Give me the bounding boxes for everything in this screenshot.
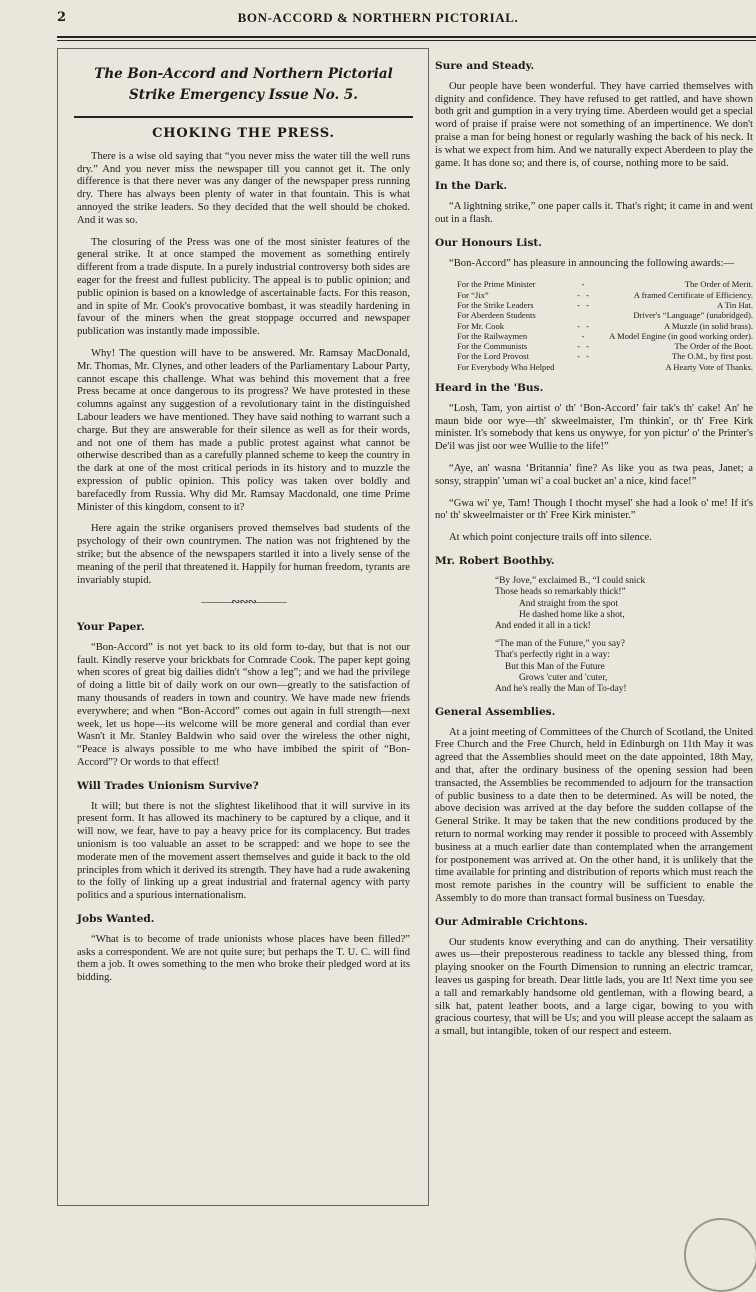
table-row [435, 351, 753, 361]
award-name: Driver's “Language” (unabridged). [633, 310, 753, 321]
section-text: “Bon-Accord” is not yet back to its old form to-day, but that is not our fault. Kindly reserve your brickbats for Comrade Cook. The paper kept going when scores of great big dailies didn't “show a leg”; and we had the privilege of doing a little bit of daily work on our own—greatly to the satisfaction of many thousands of readers in town and country. We have made new friends everywhere; and when “Bon-Accord” comes out again in full strength—next week, let us hope—its welcome will be more general and cordial than ever Wasn't it Mr. Stanley Baldwin who said over the wireless the other night, “Peace is always possible to me who have imbibed the spirit of “Bon-Accord”? Or words to that effect! [77, 641, 410, 769]
poem-line: And ended it all in a tick! [495, 621, 591, 632]
section-heading: Our Admirable Crichtons. [435, 915, 588, 928]
award-dash [569, 310, 599, 320]
limerick-poem [495, 576, 753, 696]
article-paragraph: The closuring of the Press was one of the most sinister features of the general strike. It at once stamped the movement as something entirely different from a trade dispute. In a purely industrial controversy both sides are eager for the freest and fullest publicity. The appeal is to public opinion; and public opinion is based on a knowledge of ascertainable facts. For this reason, and in spite of Mr. Cook's provocative bombast, it was steadily hardening in favour of the miners when the great stoppage occurred and newspaper publication was instantly made impossible. [77, 236, 410, 338]
table-row [435, 362, 753, 372]
section-text: “What is to become of trade unionists whose places have been filled?” asks a correspondent. We are not quite sure; but perhaps the T. U. C. will find them a job. It owes something to the men who broke their pledged word at its bidding. [77, 933, 410, 984]
section-heading: Will Trades Unionism Survive? [77, 779, 259, 792]
section-text: At a joint meeting of Committees of the Church of Scotland, the United Free Church and the Free Church, held in Edinburgh on 11th May it was agreed that the Assemblies should meet on the date appointed, 18th May, and that, after the ordinary business of the opening session had been transacted, the Assemblies be recommended to adjourn for the transaction of public business to a date then to be determined. As will be noted, the above decision was arrived at the day before the sudden collapse of the General Strike. It may be taken that the new conditions produced by the return to normal working may render it possible to proceed with Assembly business at a much earlier date than contemplated when the arrangement for postponement was arrived at. On the other hand, it is unlikely that the time available for printing and distribution of reports which must reach the most remote parishes in the country will be sufficient to enable the Assembly to do more than transact formal business on Tuesday. [435, 726, 753, 905]
award-recipient: For “Jix” [457, 289, 489, 300]
award-name: A Tin Hat. [716, 299, 753, 310]
award-dash: - - [577, 341, 591, 352]
table-row [435, 300, 753, 310]
masthead-line-2: Strike Emergency Issue No. 5. [129, 87, 358, 103]
section-text: “A lightning strike,” one paper calls it. That's right; it came in and went out in a flash. [435, 201, 753, 225]
section-text: “Bon-Accord” has pleasure in announcing the following awards:— [449, 257, 735, 269]
award-name: A Hearty Vote of Thanks. [665, 361, 753, 372]
award-name: A Model Engine (in good working order). [609, 330, 753, 341]
poem-line: That's perfectly right in a way: [495, 650, 610, 661]
award-dash: - [581, 330, 587, 341]
poem-line: And straight from the spot [519, 598, 618, 609]
award-name: The O.M., by first post. [671, 351, 753, 362]
section-heading: Your Paper. [77, 621, 145, 634]
award-dash: - - [577, 299, 591, 310]
header-rule [57, 36, 756, 38]
award-recipient: For Everybody Who Helped [457, 361, 555, 372]
article-paragraph: There is a wise old saying that “you never miss the water till the well runs dry.” And you never miss the newspaper till you cannot get it. The only difference is that there never was any danger of the newspaper press running dry. There has always been plenty of water in that fountain. This is what annoyed the strike leaders. So they decided that the well should be choked. And it was so. [77, 150, 410, 226]
award-dash [569, 362, 599, 372]
award-name: A framed Certificate of Efficiency. [633, 289, 753, 300]
left-column [77, 60, 410, 994]
award-name: The Order of Merit. [684, 279, 753, 290]
award-recipient: For the Prime Minister [457, 279, 536, 290]
award-dash: - - [577, 351, 591, 362]
poem-line: And he's really the Man of To-day! [495, 684, 627, 695]
table-row [435, 321, 753, 331]
masthead [77, 64, 410, 106]
section-text: “Aye, an' wasna ‘Britannia’ fine? As like you as twa peas, Janet; a sonsy, strappin' 'uman wi' a coal bucket an' a nice, kind face!” [435, 463, 753, 487]
page-number: 2 [57, 10, 67, 25]
section-text: “Losh, Tam, yon airtist o' th' ‘Bon-Accord’ fair tak's th' cake! An' he maun bide oor wye—th' skweelmaister, I'm thinkin', or th' Free Kirk minister. It's somebody that kens us onywye, for yon pictur' o' the Printer's De'il was jist oor wee Wullie to the life!” [435, 402, 753, 453]
article-title: CHOKING THE PRESS. [152, 126, 335, 141]
masthead-line-1: The Bon-Accord and Northern Pictorial [94, 66, 393, 82]
poem-line: But this Man of the Future [505, 661, 605, 672]
award-name: The Order of the Boot. [674, 341, 753, 352]
article-paragraph: Why! The question will have to be answered. Mr. Ramsay MacDonald, Mr. Thomas, Mr. Clynes, and other leaders of the Parliamentary Labour Party, cannot escape this challenge. What was behind this movement that a free Press became at once dangerous to its progress? We have protested in these columns against any suggestion of a revolutionary taint in the distinguished Labour leaders we have mentioned. They have said nothing to warrant such a charge. But they are answerable for their silence as well as for their words, and not one of them has made a public protest against what cannot be otherwise described than as a carefully planned scheme to keep the country in the dark at one of the most critical periods in its history and to muzzle the expression of public opinion. This policy was taken over boldly and barefacedly from Russia. Why did Mr. Ramsay Macdonald, one time Prime Minister of this kingdom, consent to it? [77, 347, 410, 513]
section-heading: In the Dark. [435, 180, 508, 193]
table-row [435, 331, 753, 341]
running-title: BON-ACCORD & NORTHERN PICTORIAL. [237, 10, 519, 25]
table-row [435, 290, 753, 300]
poem-line: “The man of the Future,” you say? [495, 638, 625, 649]
award-recipient: For the Lord Provost [457, 351, 529, 362]
masthead-rule [74, 116, 413, 118]
section-heading: Sure and Steady. [435, 60, 535, 72]
ornament-divider: ———∾∾∾——— [201, 596, 286, 609]
section-heading: General Assemblies. [435, 705, 556, 718]
section-heading: Mr. Robert Boothby. [435, 555, 555, 567]
poem-line: He dashed home like a shot, [519, 610, 625, 621]
section-text: “Gwa wi' ye, Tam! Though I thocht mysel' she had a look o' me! If it's no' th' skweelmaister or th' Free Kirk minister.” [435, 497, 753, 522]
section-heading: Jobs Wanted. [77, 913, 155, 926]
award-dash: - [581, 279, 587, 290]
table-row [435, 341, 753, 351]
library-stamp [684, 1218, 756, 1292]
section-text: It will; but there is not the slightest likelihood that it will survive in its present form. It has allowed its machinery to be captured by a clique, and it will now, we fear, have to pay a heavy price for its complacency. But trades unionism is too valuable an asset to be scrapped: and we hope to see the moderate men of the movement assert themselves and guide it back to the old principles from which it derived its strength. They have had a rude awakening to the folly of linking up a great industrial and fraternal agency with party politics and a spurious internationalism. [77, 800, 410, 902]
award-name: A Muzzle (in solid brass). [663, 320, 753, 331]
table-row [435, 279, 753, 289]
section-text: At which point conjecture trails off into silence. [449, 532, 652, 544]
poem-line: Grows 'cuter and 'cuter, [519, 673, 608, 684]
award-recipient: For the Strike Leaders [457, 299, 534, 310]
table-row [435, 310, 753, 320]
award-recipient: For the Railwaymen [457, 330, 528, 341]
section-text: Our students know everything and can do anything. Their versatility awes us—their preposterous readiness to tackle any blessed thing, from playing snooker on the Fourth Dimension to running an electric tramcar, leaves us gasping for breath. Dear little lads, you are It! Next time you see a tall and remarkably handsome old gentleman, with a flowing beard, a silk hat, patent leather boots, and a large cigar, bowing to you with gracious courtesy, that will be Us; and you will please accept the salaam as a small, but intangible, token of our respect and esteem. [435, 936, 753, 1038]
section-heading: Our Honours List. [435, 236, 542, 249]
running-header [0, 6, 756, 28]
section-heading: Heard in the 'Bus. [435, 382, 544, 395]
award-recipient: For Aberdeen Students [457, 310, 536, 321]
right-column [435, 60, 753, 1048]
header-rule-thin [57, 40, 756, 41]
article-paragraph: Here again the strike organisers proved themselves bad students of the psychology of their own countrymen. The nation was not frightened by the strike; but the absence of the newspapers startled it into a lively sense of the meaning of the peril that threatened it. Happily for human freedom, tyrants are invariably stupid. [77, 523, 410, 586]
poem-line: “By Jove,” exclaimed B., “I could snick [495, 575, 646, 586]
section-text: Our people have been wonderful. They have carried themselves with dignity and confidence. They have refused to get rattled, and have shown both grit and gumption in a very trying time. Aberdeen would get a special word of praise if praise were not something of an impertinence. We don't praise a man for being honest or regularly washing the back of his neck. It is what we expect from him. And we naturally expect Aberdeen to play the game. It has done so; and there is, of course, nothing more to be said. [435, 80, 753, 169]
poem-line: Those heads so remarkably thick!” [495, 587, 626, 598]
award-dash: - - [577, 289, 591, 300]
award-dash: - - [577, 320, 591, 331]
awards-table [435, 279, 753, 372]
award-recipient: For the Communists [457, 341, 528, 352]
award-recipient: For Mr. Cook [457, 320, 505, 331]
